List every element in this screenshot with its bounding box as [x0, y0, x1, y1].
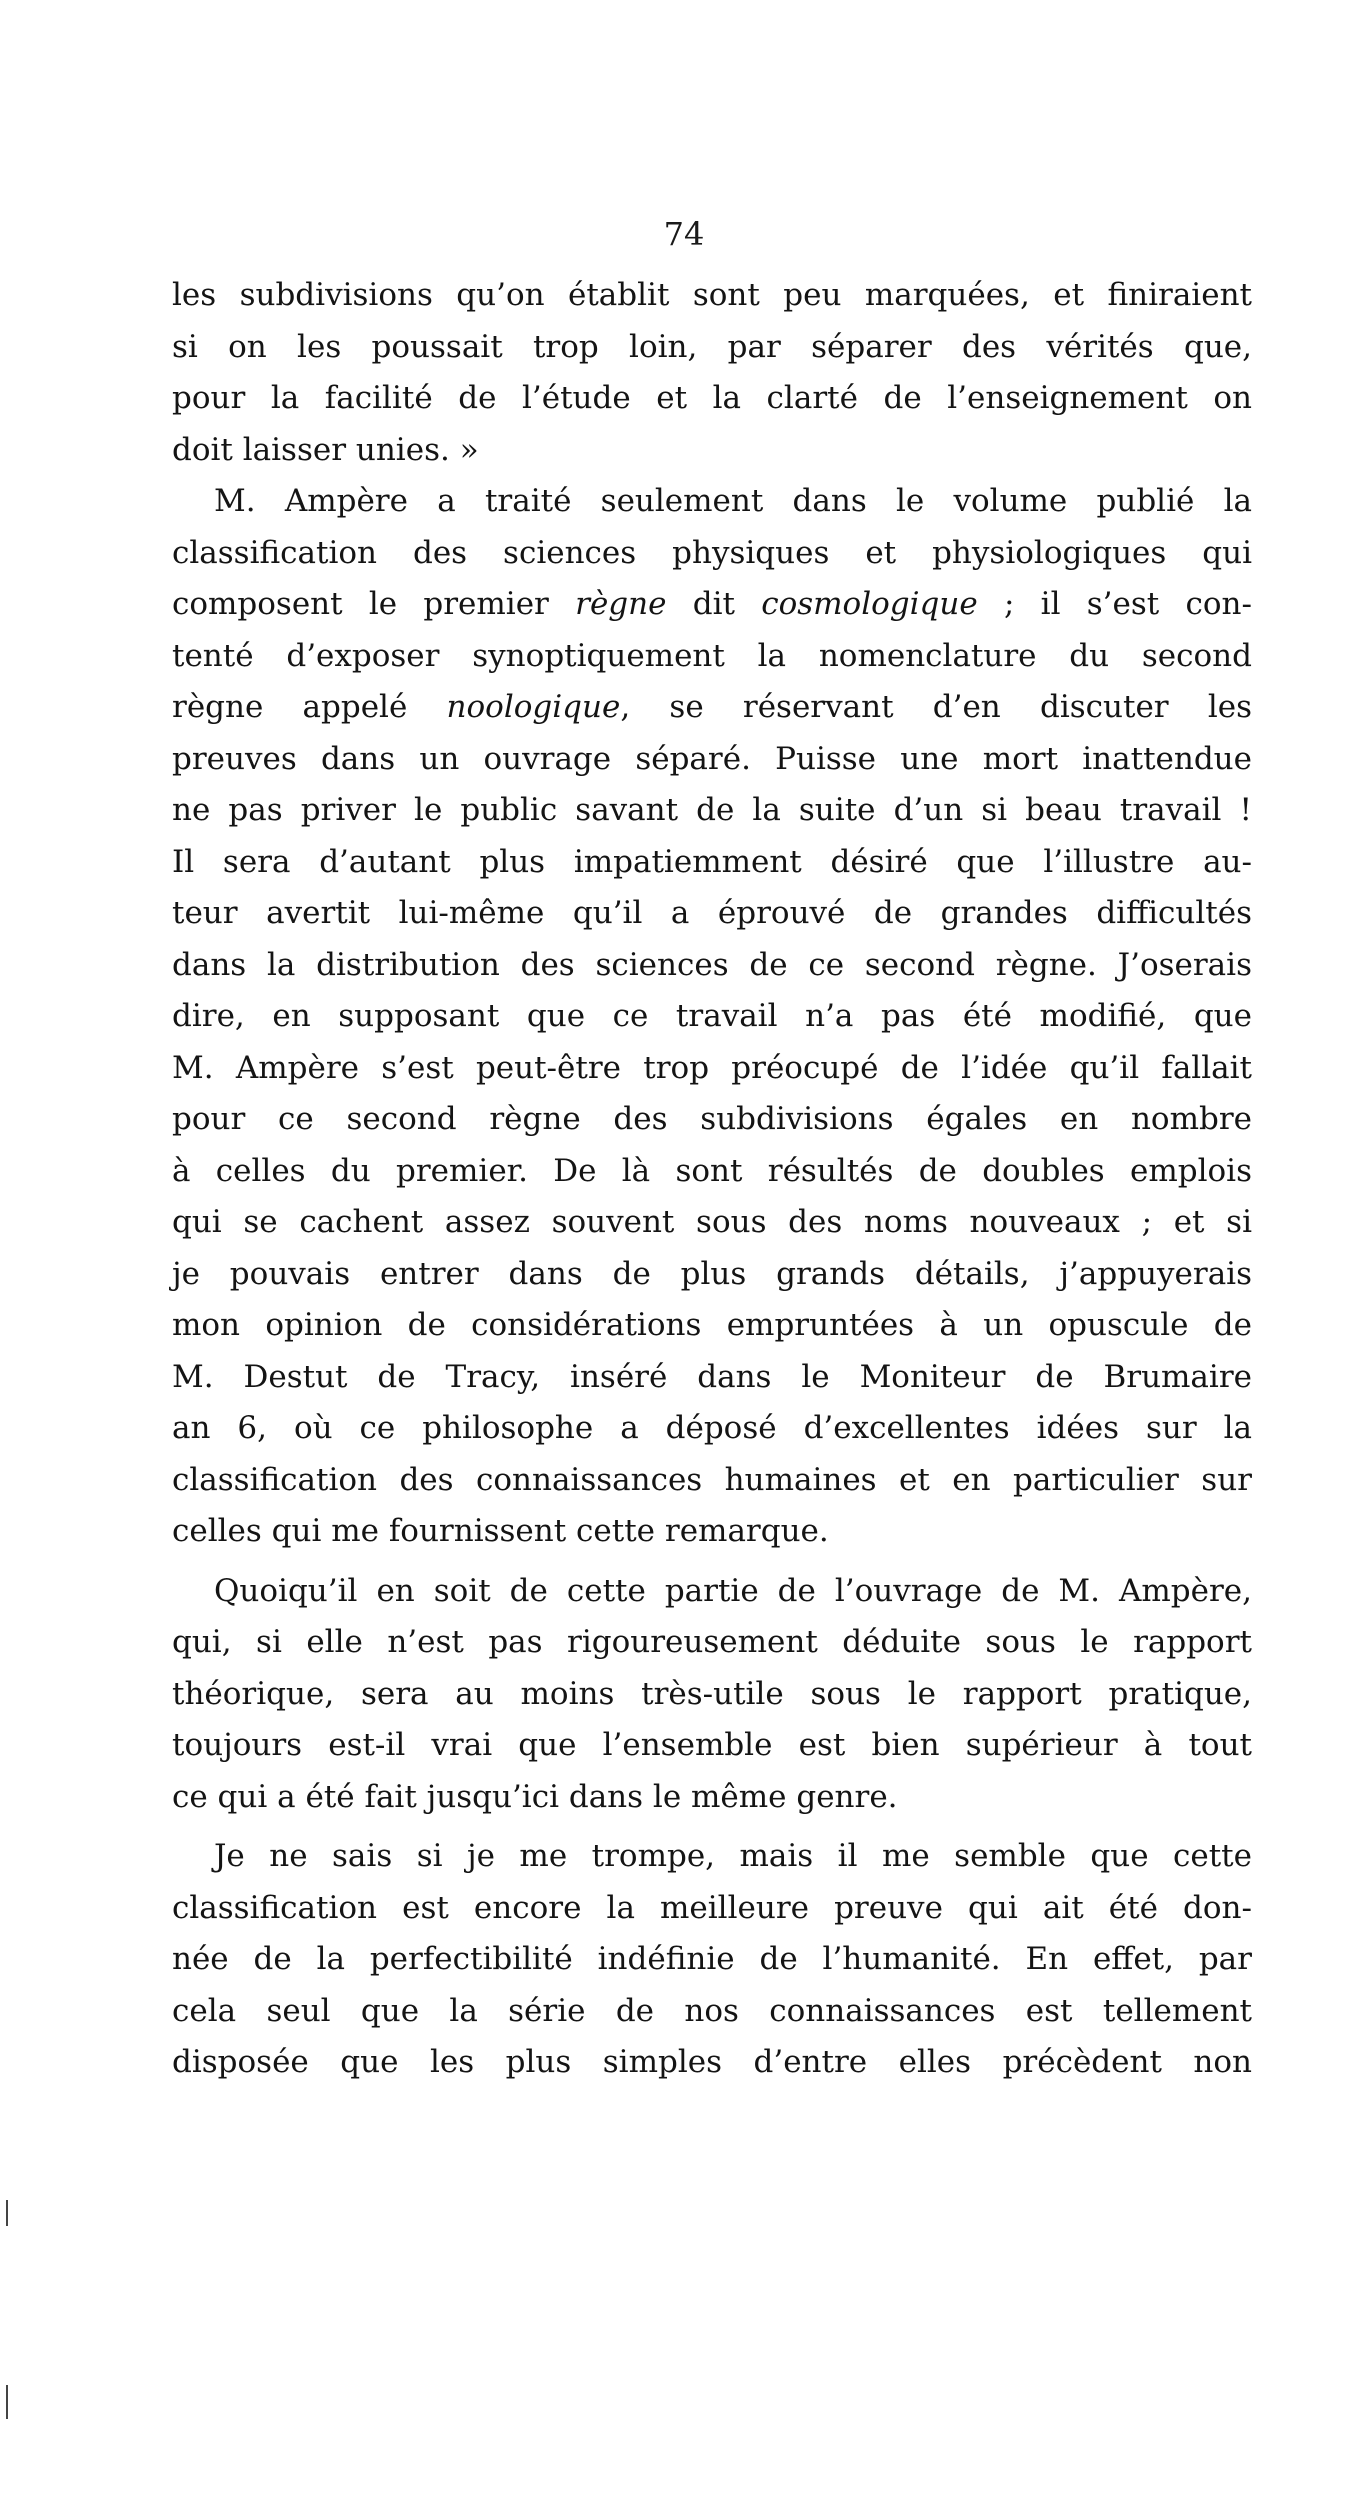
- text-line: Quoiqu’il en soit de cette partie de l’ouvrage de M. Ampère,: [214, 1572, 1252, 1609]
- text-line: M. Ampère s’est peut-être trop préocupé de l’idée qu’il fallait: [172, 1049, 1252, 1086]
- text-line: ne pas priver le public savant de la suite d’un si beau travail !: [172, 792, 1252, 828]
- italic-term: règne: [575, 586, 667, 622]
- text-segment: composent le premier: [172, 586, 576, 622]
- scan-margin-mark: [6, 2385, 8, 2419]
- text-line: [172, 579, 1252, 631]
- text-line: je pouvais entrer dans de plus grands détails, j’appuyerais: [172, 1255, 1252, 1292]
- text-line: doit laisser unies. »: [172, 431, 479, 468]
- text-segment: dit: [666, 586, 762, 622]
- text-line: dans la distribution des sciences de ce second règne. J’oserais: [172, 946, 1252, 983]
- text-line: M. Ampère a traité seulement dans le volume publié la: [214, 483, 1252, 519]
- text-segment: , se réservant d’en discuter les: [620, 689, 1252, 725]
- text-line: preuves dans un ouvrage séparé. Puisse une mort inattendue: [172, 740, 1252, 777]
- text-line: mon opinion de considérations empruntées à un opuscule de: [172, 1307, 1252, 1343]
- text-line: tenté d’exposer synoptiquement la nomenclature du second: [172, 637, 1252, 674]
- text-line: les subdivisions qu’on établit sont peu marquées, et finiraient: [172, 277, 1252, 313]
- text-line: pour la facilité de l’étude et la clarté de l’enseignement on: [172, 380, 1252, 416]
- text-line: à celles du premier. De là sont résultés de doubles emplois: [172, 1152, 1252, 1189]
- text-line: née de la perfectibilité indéfinie de l’humanité. En effet, par: [172, 1941, 1252, 1977]
- text-line: Il sera d’autant plus impatiemment désiré que l’illustre au-: [172, 843, 1252, 880]
- italic-term: noologique: [446, 689, 621, 725]
- text-line: classification est encore la meilleure preuve qui ait été don-: [172, 1889, 1252, 1926]
- text-line: théorique, sera au moins très-utile sous le rapport pratique,: [172, 1675, 1252, 1712]
- text-line: ce qui a été fait jusqu’ici dans le même genre.: [172, 1778, 898, 1815]
- text-line: dire, en supposant que ce travail n’a pas été modifié, que: [172, 998, 1252, 1034]
- text-line: pour ce second règne des subdivisions égales en nombre: [172, 1101, 1252, 1137]
- scan-margin-mark: [6, 2200, 8, 2226]
- text-line: cela seul que la série de nos connaissances est tellement: [172, 1992, 1252, 2029]
- text-line: [172, 682, 1252, 734]
- page-number: 74: [663, 215, 705, 253]
- text-segment: ; il s’est con-: [977, 586, 1252, 622]
- text-line: Je ne sais si je me trompe, mais il me semble que cette: [214, 1838, 1252, 1874]
- text-line: celles qui me fournissent cette remarque.: [172, 1513, 829, 1549]
- text-line: teur avertit lui-même qu’il a éprouvé de grandes difficultés: [172, 895, 1252, 931]
- text-line: qui se cachent assez souvent sous des noms nouveaux ; et si: [172, 1204, 1252, 1240]
- text-line: an 6, où ce philosophe a déposé d’excellentes idées sur la: [172, 1410, 1252, 1446]
- text-line: classification des sciences physiques et physiologiques qui: [172, 534, 1252, 571]
- text-segment: règne appelé: [172, 689, 447, 725]
- text-line: disposée que les plus simples d’entre elles précèdent non: [172, 2044, 1252, 2080]
- body-text: [172, 270, 1252, 2089]
- text-line: qui, si elle n’est pas rigoureusement déduite sous le rapport: [172, 1624, 1252, 1660]
- italic-term: cosmologique: [761, 586, 978, 622]
- text-line: toujours est-il vrai que l’ensemble est bien supérieur à tout: [172, 1727, 1252, 1763]
- text-line: classification des connaissances humaines et en particulier sur: [172, 1461, 1252, 1498]
- text-line: si on les poussait trop loin, par séparer des vérités que,: [172, 328, 1252, 365]
- text-line: M. Destut de Tracy, inséré dans le Moniteur de Brumaire: [172, 1358, 1252, 1395]
